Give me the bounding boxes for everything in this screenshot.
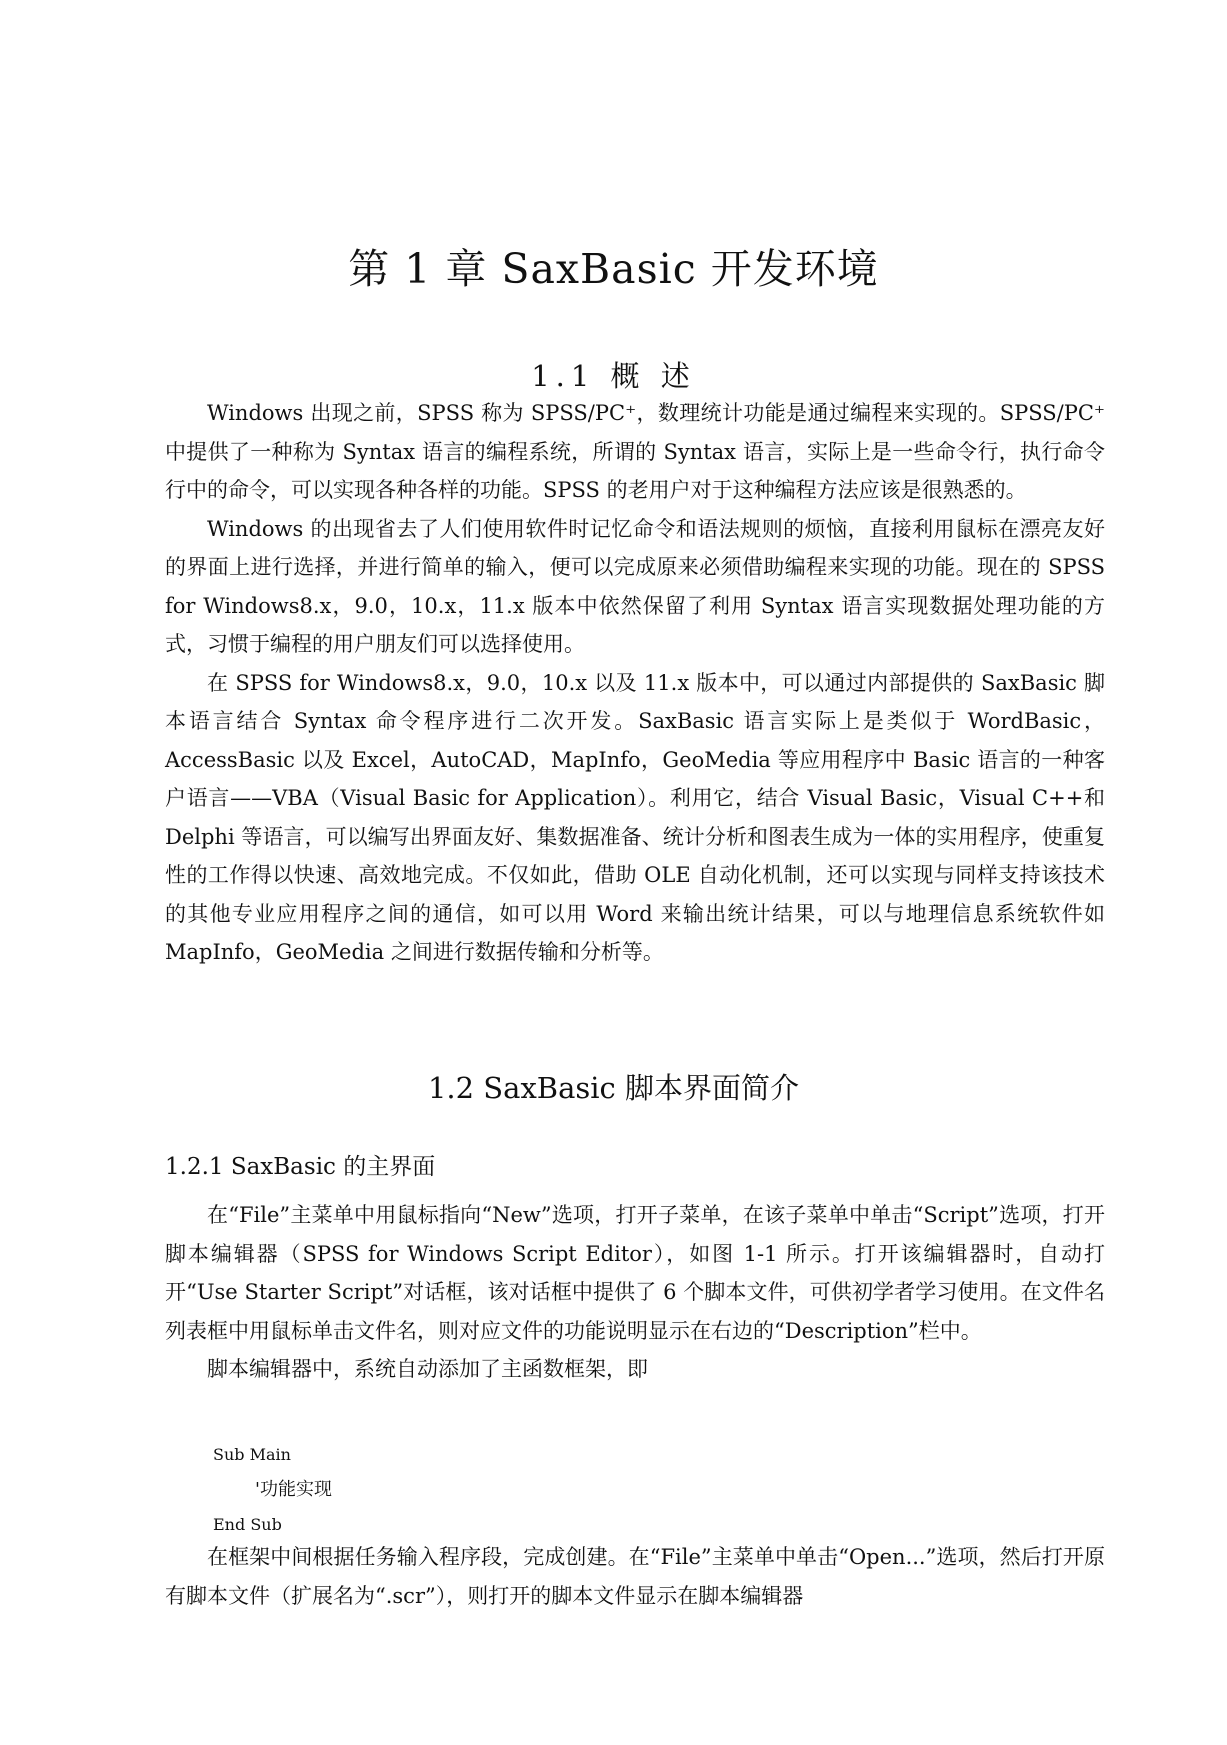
- paragraph: 在 SPSS for Windows8.x，9.0，10.x 以及 11.x 版本中，可以通过内部提供的 SaxBasic 脚本语言结合 Syntax 命令程序进行二次开发。SaxBasic 语言实际上是类似于 WordBasic，AccessBasic 以及 Excel，AutoCAD，MapInfo，GeoMedia 等应用程序中 Basic 语言的一种客户语言——VBA（Visual Basic for Application）。利用它，结合 Visual Basic，Visual C++和 Delphi 等语言，可以编写出界面友好、集数据准备、统计分析和图表生成为一体的实用程序，使重复性的工作得以快速、高效地完成。不仅如此，借助 OLE 自动化机制，还可以实现与同样支持该技术的其他专业应用程序之间的通信，如可以用 Word 来输出统计结果，可以与地理信息系统软件如 MapInfo，GeoMedia 之间进行数据传输和分析等。: [165, 670, 1105, 964]
- section-title-saxbasic-ui: 1.2 SaxBasic 脚本界面简介: [427, 1071, 800, 1105]
- closing-body: [165, 1538, 1105, 1615]
- code-line-sub-main: Sub Main: [213, 1445, 291, 1464]
- paragraph: Windows 的出现省去了人们使用软件时记忆命令和语法规则的烦恼，直接利用鼠标在漂亮友好的界面上进行选择，并进行简单的输入，便可以完成原来必须借助编程来实现的功能。现在的 SPSS for Windows8.x，9.0，10.x，11.x 版本中依然保留了利用 Syntax 语言实现数据处理功能的方式，习惯于编程的用户朋友们可以选择使用。: [165, 516, 1105, 656]
- overview-body: [165, 394, 1105, 972]
- paragraph: 在“File”主菜单中用鼠标指向“New”选项，打开子菜单，在该子菜单中单击“Script”选项，打开脚本编辑器（SPSS for Windows Script Editor），如图 1-1 所示。打开该编辑器时，自动打开“Use Starter Script”对话框，该对话框中提供了 6 个脚本文件，可供初学者学习使用。在文件名列表框中用鼠标单击文件名，则对应文件的功能说明显示在右边的“Description”栏中。: [165, 1203, 1105, 1343]
- main-ui-body: [165, 1196, 1105, 1389]
- paragraph: 在框架中间根据任务输入程序段，完成创建。在“File”主菜单中单击“Open...”选项，然后打开原有脚本文件（扩展名为“.scr”），则打开的脚本文件显示在脚本编辑器: [165, 1545, 1105, 1608]
- paragraph: 脚本编辑器中，系统自动添加了主函数框架，即: [207, 1357, 648, 1381]
- subsection-title-main-ui: 1.2.1 SaxBasic 的主界面: [165, 1154, 436, 1180]
- paragraph: Windows 出现之前，SPSS 称为 SPSS/PC⁺，数理统计功能是通过编程来实现的。SPSS/PC⁺中提供了一种称为 Syntax 语言的编程系统，所谓的 Syntax 语言，实际上是一些命令行，执行命令行中的命令，可以实现各种各样的功能。SPSS 的老用户对于这种编程方法应该是很熟悉的。: [165, 401, 1105, 502]
- chapter-title: 第 1 章 SaxBasic 开发环境: [348, 245, 879, 293]
- code-line-end-sub: End Sub: [213, 1515, 282, 1534]
- section-title-overview: 1.1 概 述: [531, 359, 696, 393]
- code-line-comment: '功能实现: [255, 1479, 332, 1500]
